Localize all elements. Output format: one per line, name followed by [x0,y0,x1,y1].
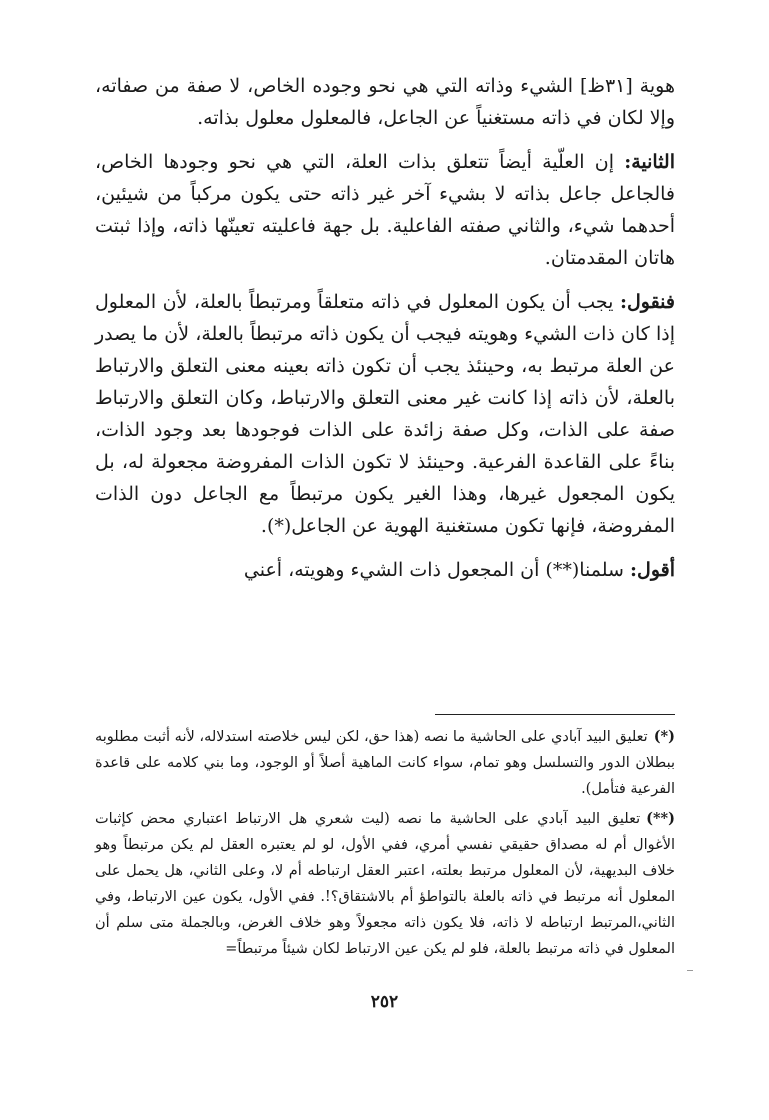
paragraph-4-text: سلمنا(**) أن المجعول ذات الشيء وهويته، أعني [243,559,630,581]
paragraph-3-lead: فنقول: [619,291,675,313]
margin-mark [687,970,693,971]
paragraph-3 [95,286,675,542]
footnote-1-text: تعليق البيد آبادي على الحاشية ما نصه (هذا حق، لكن ليس خلاصته استدلاله، لأنه أثبت مطلوبه ببطلان الدور والتسلسل وهو تمام، سواء كانت الماهية أصلاً أو الوجود، وما بني كلامه على قاعدة الفرعية فتأمل). [95,729,675,797]
paragraph-4-lead: أقول: [630,559,675,581]
paragraph-3-text: يجب أن يكون المعلول في ذاته متعلقاً ومرتبطاً بالعلة، لأن المعلول إذا كان ذات الشيء وهويته فيجب أن يكون ذاته مرتبطاً بالعلة، لأن ما يصدر عن العلة مرتبط به، وحينئذ يجب أن تكون ذاته بعينه معنى التعلق والارتباط بالعلة، لأن ذاته إذا كانت غير معنى التعلق والارتباط، وكان التعلق والارتباط صفة على الذات، وكل صفة زائدة على الذات فوجودها بعد وجود الذات، بناءً على القاعدة الفرعية. وحينئذ لا تكون الذات المفروضة مجعولة له، بل يكون المجعول غيرها، وهذا الغير يكون مرتبطاً مع الجاعل دون الذات المفروضة، فإنها تكون مستغنية الهوية عن الجاعل(*). [95,291,675,537]
footnote-1-marker: (*) [653,728,675,745]
footnotes [95,724,675,966]
page-number: ٢٥٢ [370,992,399,1012]
paragraph-4 [95,554,675,586]
main-text [95,70,675,598]
footnote-2-marker: (**) [646,810,675,827]
paragraph-1-text: هوية [٣١ظ] الشيء وذاته التي هي نحو وجوده الخاص، لا صفة من صفاته، وإلا لكان في ذاته مستغنياً عن الجاعل، فالمعلول معلول بذاته. [95,75,675,129]
footnote-1 [95,724,675,802]
paragraph-2-text: إن العلّية أيضاً تتعلق بذات العلة، التي هي نحو وجودها الخاص، فالجاعل جاعل بذاته لا بشيء آخر غير ذاته حتى يكون مركباً من شيئين، أحدهما شيء، والثاني صفته الفاعلية. بل جهة فاعليته تعينّها ذاته، وإذا ثبتت هاتان المقدمتان. [95,151,675,269]
paragraph-2-lead: الثانية: [624,151,675,173]
paragraph-2 [95,146,675,274]
footnote-2 [95,806,675,962]
paragraph-1 [95,70,675,134]
footnote-2-text: تعليق البيد آبادي على الحاشية ما نصه (ليت شعري هل الارتباط اعتباري محض كإثبات الأغوال أم له مصداق حقيقي نفسي أمري، ففي الأول، لو لم يعتبره العقل لم يكن مرتبطاً وهو خلاف البديهية، لأن المعلول مرتبط بعلته، اعتبر العقل ارتباطه أم لا، وعلى الثاني، هل يحمل على المعلول أنه مرتبط في ذاته بالعلة بالتواطؤ أم بالاشتقاق؟!. ففي الأول، يكون عين الارتباط، وفي الثاني،المرتبط ارتباطه لا ذاته، فلا يكون ذاته مجعولاً وهو خلاف الغرض، وبالجملة متى سلم أن المعلول في ذاته مرتبط بالعلة، فلو لم يكن عين الارتباط لكان شيئاً مرتبطاً= [95,811,675,957]
footnote-divider [435,714,675,715]
